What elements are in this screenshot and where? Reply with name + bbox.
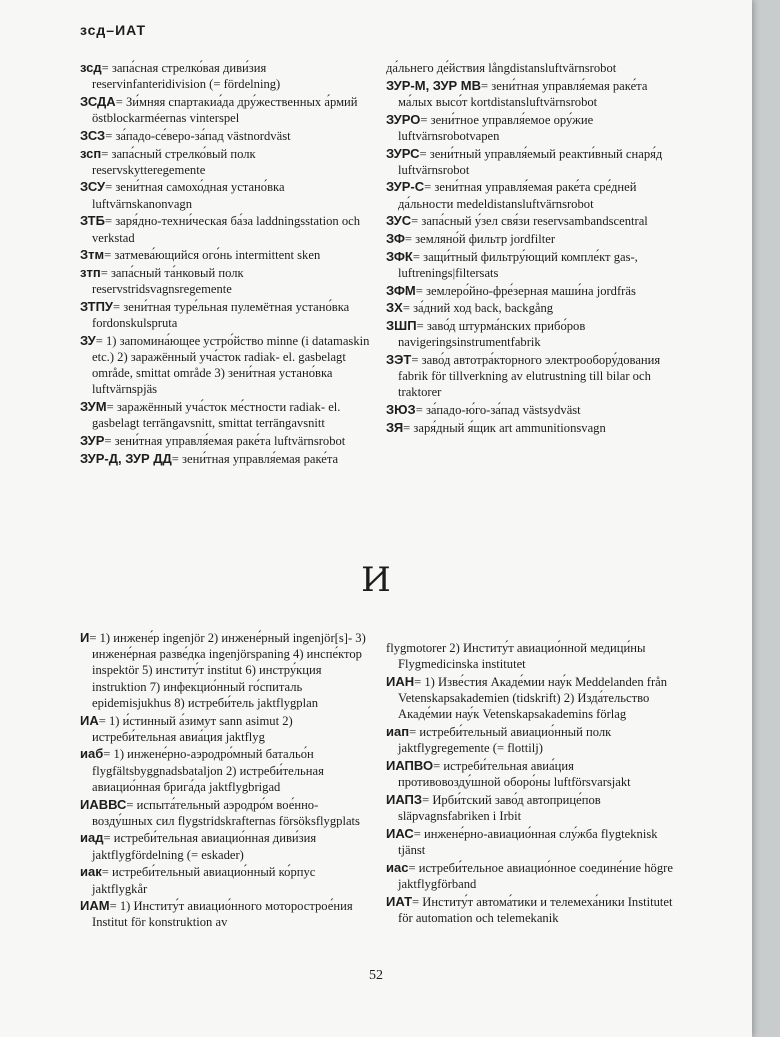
entry-headword: иад bbox=[80, 830, 104, 846]
dictionary-entry bbox=[386, 179, 676, 211]
entry-definition: = истреби́тельный авиацио́нный ко́рпус jaktflygkår bbox=[92, 865, 316, 896]
entry-headword: ЗФ bbox=[386, 231, 405, 247]
entry-definition: = зени́тная управля́емая раке́та luftvärnsrobot bbox=[104, 433, 346, 448]
dictionary-entry bbox=[80, 213, 370, 245]
entry-definition: = испыта́тельный аэродро́м вое́нно-возду́шных сил flygstridskrafternas försöksflygplats bbox=[92, 797, 360, 828]
dictionary-entry bbox=[80, 433, 370, 449]
entry-headword: ИАТ bbox=[386, 893, 413, 909]
entry-definition: = запа́сный у́зел свя́зи reservsambandscentral bbox=[411, 214, 648, 229]
entry-definition: да́льнего де́йствия långdistansluftvärnsrobot bbox=[386, 61, 617, 75]
dictionary-entry bbox=[80, 333, 370, 398]
dictionary-entry bbox=[386, 249, 676, 281]
dictionary-entry bbox=[386, 283, 676, 299]
dictionary-entry bbox=[80, 797, 370, 829]
dictionary-entry bbox=[80, 864, 370, 896]
dictionary-entry bbox=[386, 758, 676, 790]
entry-definition: = защи́тный фильтру́ющий компле́кт gas-, luftrenings|filtersats bbox=[398, 249, 638, 280]
entry-definition: = зени́тный управля́емый реакти́вный снаря́д luftvärnsrobot bbox=[398, 146, 663, 177]
entry-headword: ЗУР-С bbox=[386, 179, 425, 195]
dictionary-entry bbox=[80, 713, 370, 745]
entry-definition: = инжене́рно-авиацио́нная слу́жба flygteknisk tjänst bbox=[398, 826, 658, 857]
entry-headword: Зтм bbox=[80, 247, 105, 263]
dictionary-entry bbox=[80, 94, 370, 126]
entry-definition: = Зи́мняя спартакиа́да дру́жественных а́рмий östblockarméernas vinterspel bbox=[92, 94, 358, 126]
entry-headword: ИАПВО bbox=[386, 757, 434, 773]
dictionary-entry bbox=[386, 300, 676, 316]
entry-definition: = за́падо-се́веро-за́пад västnordväst bbox=[105, 128, 291, 143]
entry-headword: ИАС bbox=[386, 825, 414, 841]
entry-definition: = запа́сный та́нковый полк reservstridsvagnsregemente bbox=[92, 265, 244, 297]
entry-headword: ЗУС bbox=[386, 213, 412, 229]
entry-definition: = истреби́тельная авиа́ция противовозду́шной оборо́ны luftförsvarsjakt bbox=[398, 758, 631, 790]
entry-definition: = Институ́т автома́тики и телемеха́ники Institutet för automation och telemekanik bbox=[398, 894, 673, 925]
entry-headword: ИА bbox=[80, 712, 99, 728]
entry-headword: ЗСДА bbox=[80, 93, 116, 109]
entry-definition: = 1) и́стинный а́зимут sann asimut 2) истреби́тельная авиа́ция jaktflyg bbox=[92, 713, 293, 744]
dictionary-entry bbox=[80, 830, 370, 862]
entry-definition: = заво́д штурма́нских прибо́ров navigeringsinstrumentfabrik bbox=[398, 319, 586, 350]
entry-definition: = истреби́тельный авиацио́нный полк jaktflygregemente (= flottilj) bbox=[398, 725, 612, 756]
entry-headword: ЗСУ bbox=[80, 179, 106, 195]
entry-headword: ЗУР bbox=[80, 432, 105, 448]
dictionary-entry bbox=[386, 420, 676, 436]
entry-headword: ЗУРО bbox=[386, 111, 421, 127]
entry-definition: = 1) инжене́рно-аэродро́мный батальо́н flygfältsbyggnadsbataljon 2) истреби́тельная авиацио́нная брига́да jaktflygbrigad bbox=[92, 747, 324, 794]
dictionary-entry bbox=[386, 352, 676, 401]
entry-headword: ИАВВС bbox=[80, 796, 127, 812]
entry-headword: зсд bbox=[80, 60, 102, 75]
entry-headword: ЗУМ bbox=[80, 399, 107, 415]
dictionary-entry bbox=[386, 78, 676, 110]
entry-headword: ЗФМ bbox=[386, 282, 416, 298]
section-letter: И bbox=[361, 560, 391, 600]
entry-headword: ЗЭТ bbox=[386, 351, 412, 367]
entry-headword: ИАН bbox=[386, 673, 415, 689]
entry-headword: ИАПЗ bbox=[386, 791, 423, 807]
entry-definition: = зени́тная туре́льная пулемётная устано́вка fordonskulspruta bbox=[92, 299, 350, 331]
running-head: зсд–ИАТ bbox=[80, 22, 147, 38]
entry-headword: иаб bbox=[80, 746, 104, 762]
dictionary-entry bbox=[80, 630, 370, 711]
entry-definition: = за́падо-ю́го-за́пад västsydväst bbox=[415, 403, 581, 418]
dictionary-entry bbox=[386, 724, 676, 756]
entry-headword: ЗЮЗ bbox=[386, 402, 416, 418]
dictionary-entry bbox=[386, 826, 676, 858]
entry-definition: = затмева́ющийся ого́нь intermittent sken bbox=[104, 248, 321, 263]
dictionary-entry bbox=[386, 674, 676, 723]
entry-definition: = запа́сная стрелко́вая диви́зия reservinfanteridivision (= fördelning) bbox=[92, 61, 281, 92]
dictionary-entry bbox=[386, 60, 676, 76]
entry-definition: = заражённый уча́сток ме́стности radiak- el. gasbelagt terrängavsnitt, smittat terrängavsnitt bbox=[92, 400, 341, 431]
entry-headword: ЗТПУ bbox=[80, 298, 114, 314]
dictionary-entry bbox=[386, 894, 676, 926]
dictionary-entry bbox=[386, 213, 676, 229]
entry-definition: = земляно́й фильтр jordfilter bbox=[404, 232, 556, 247]
entry-headword: ИАМ bbox=[80, 898, 110, 914]
entry-definition: = зени́тная управля́емая раке́та bbox=[171, 451, 339, 466]
dictionary-entry bbox=[80, 146, 370, 178]
entry-definition: = заря́дный я́щик art ammunitionsvagn bbox=[403, 420, 606, 435]
column-bottom-right bbox=[386, 640, 676, 927]
dictionary-entry bbox=[386, 860, 676, 892]
dictionary-entry bbox=[80, 451, 370, 467]
entry-definition: flygmotorer 2) Институ́т авиацио́нной медици́ны Flygmedicinska institutet bbox=[386, 641, 646, 672]
entry-headword: ЗУРС bbox=[386, 145, 420, 161]
entry-headword: ЗЯ bbox=[386, 419, 404, 435]
entry-definition: = Ирби́тский заво́д автоприце́пов släpvagnsfabriken i Irbit bbox=[398, 792, 601, 824]
entry-definition: = 1) Изве́стия Акаде́мии нау́к Meddelanden från Vetenskapsakademien (tidskrift) 2) Изда́тельство Акаде́мии нау́к Vetenskapsakademins förlag bbox=[398, 674, 668, 722]
entry-definition: = 1) запомина́ющее устро́йство minne (i datamaskin etc.) 2) заражённый уча́сток radiak- el. gasbelagt område, smittat område 3) зени́тная устано́вка luftvärnspjäs bbox=[92, 333, 370, 397]
entry-headword: ЗТБ bbox=[80, 213, 105, 229]
dictionary-entry bbox=[80, 746, 370, 795]
column-bottom-left bbox=[80, 630, 370, 932]
entry-headword: ЗХ bbox=[386, 300, 403, 316]
entry-definition: = за́дний ход back, backgång bbox=[402, 301, 554, 316]
entry-definition: = заво́д автотра́кторного электрообору́дования fabrik för tillverkning av elutrustning till bilar och traktorer bbox=[398, 352, 661, 400]
column-top-left bbox=[80, 60, 370, 468]
entry-headword: ЗФК bbox=[386, 248, 413, 264]
entry-headword: иак bbox=[80, 864, 102, 880]
entry-headword: ЗУР-М, ЗУР МВ bbox=[386, 77, 482, 93]
entry-headword: ЗУ bbox=[80, 332, 96, 348]
dictionary-entry bbox=[386, 792, 676, 824]
dictionary-entry bbox=[80, 60, 370, 92]
dictionary-entry bbox=[80, 179, 370, 211]
entry-definition: = зени́тная управля́емая раке́та сре́дней да́льности medeldistansluftvärnsrobot bbox=[398, 180, 637, 211]
entry-headword: ЗУР-Д, ЗУР ДД bbox=[80, 450, 172, 466]
entry-definition: = запа́сный стрелко́вый полк reservskytteregemente bbox=[92, 146, 256, 177]
entry-definition: = 1) Институ́т авиацио́нного моторострое́ния Institut för konstruktion av bbox=[92, 899, 353, 930]
entry-definition: = истреби́тельное авиацио́нное соедине́ние högre jaktflygförband bbox=[398, 860, 673, 891]
dictionary-entry bbox=[386, 640, 676, 672]
entry-headword: ЗШП bbox=[386, 318, 417, 334]
dictionary-entry bbox=[80, 265, 370, 297]
dictionary-entry bbox=[80, 128, 370, 144]
page-number: 52 bbox=[369, 968, 383, 983]
column-top-right bbox=[386, 60, 676, 437]
entry-headword: иас bbox=[386, 859, 409, 875]
entry-headword: зтп bbox=[80, 264, 101, 280]
entry-definition: = зени́тное управля́емое ору́жие luftvärnsrobotvapen bbox=[398, 112, 594, 143]
dictionary-entry bbox=[80, 299, 370, 331]
dictionary-entry bbox=[386, 402, 676, 418]
entry-definition: = зени́тная самохо́дная устано́вка luftvärnskanonvagn bbox=[92, 180, 285, 211]
dictionary-entry bbox=[80, 898, 370, 930]
entry-definition: = заря́дно-техни́ческая ба́за laddningsstation och verkstad bbox=[92, 214, 361, 245]
dictionary-entry bbox=[386, 112, 676, 144]
entry-definition: = землеро́йно-фре́зерная маши́на jordfräs bbox=[415, 283, 636, 298]
dictionary-entry bbox=[386, 146, 676, 178]
entry-definition: = истреби́тельная авиацио́нная диви́зия jaktflygfördelning (= eskader) bbox=[92, 831, 317, 862]
dictionary-entry bbox=[80, 247, 370, 263]
entry-definition: = зени́тная управля́емая раке́та ма́лых высо́т kortdistansluftvärnsrobot bbox=[398, 78, 648, 109]
entry-headword: ЗСЗ bbox=[80, 127, 106, 143]
entry-headword: зсп bbox=[80, 145, 102, 161]
entry-headword: И bbox=[80, 630, 90, 645]
dictionary-entry bbox=[386, 318, 676, 350]
dictionary-entry bbox=[386, 231, 676, 247]
entry-headword: иап bbox=[386, 724, 410, 740]
entry-definition: = 1) инжене́р ingenjör 2) инжене́рный ingenjör[s]- 3) инжене́рная разве́дка ingenjörspaning 4) инспе́ктор inspektör 5) институ́т institut 6) инстру́кция instruktion 7) инфекцио́нный го́спиталь epidemisjukhus 8) истреби́тель jaktflygplan bbox=[89, 631, 366, 710]
dictionary-entry bbox=[80, 399, 370, 431]
